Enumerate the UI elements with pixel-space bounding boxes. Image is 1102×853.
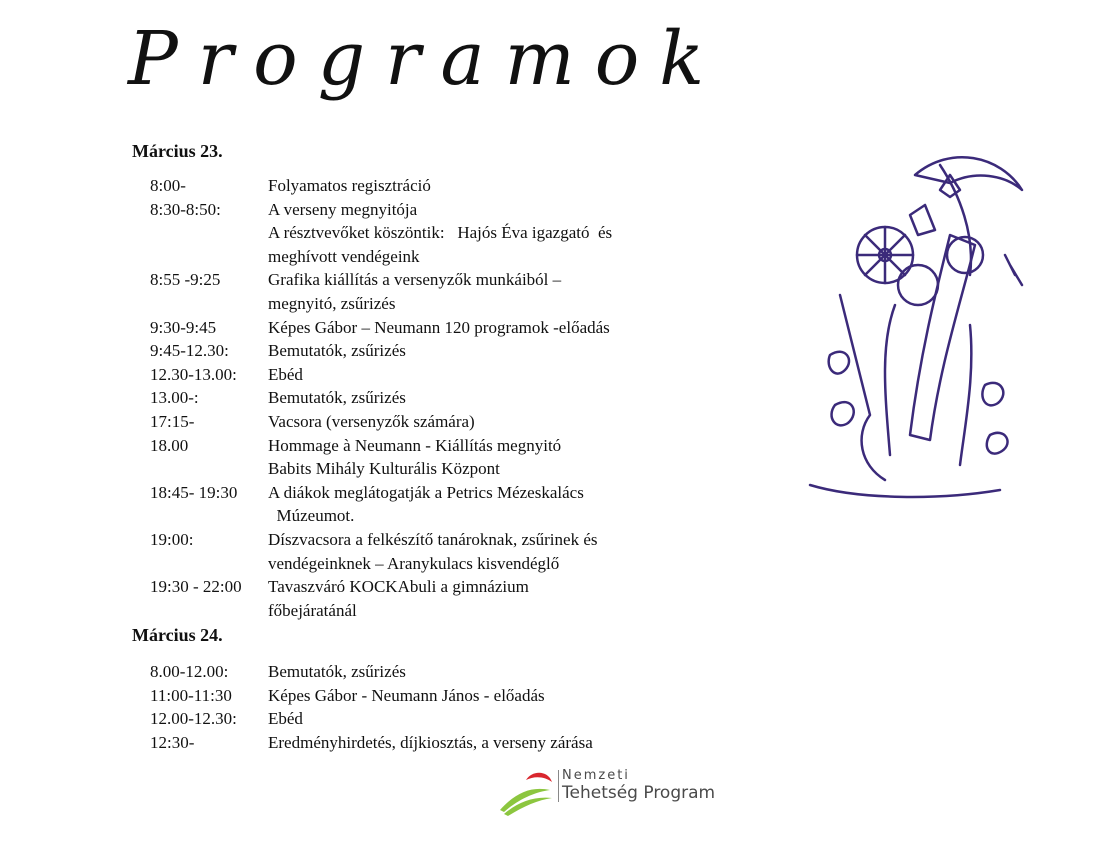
- schedule-item: [150, 684, 698, 708]
- schedule-item: [150, 386, 698, 410]
- schedule-description: [268, 528, 698, 575]
- schedule-time: 12.30-13.00:: [150, 364, 237, 384]
- schedule-time: 12:30-: [150, 732, 195, 752]
- schedule-description-line: Képes Gábor – Neumann 120 programok -előadás: [268, 317, 610, 337]
- logo-divider: [558, 770, 559, 802]
- schedule-time: 8:55 -9:25: [150, 270, 221, 290]
- schedule-time: 18:45- 19:30: [150, 482, 238, 502]
- schedule-item: [150, 410, 698, 434]
- schedule-description-line: Múzeumot.: [268, 506, 355, 526]
- schedule-description-line: Grafika kiállítás a versenyzők munkáiból –: [268, 270, 562, 290]
- schedule-description: [268, 481, 698, 528]
- logo-text-line1: Nemzeti: [562, 768, 630, 783]
- schedule-description-line: Díszvacsora a felkészítő tanároknak, zsűrinek és: [268, 529, 598, 549]
- schedule-description: [268, 731, 698, 755]
- schedule-time: 9:30-9:45: [150, 317, 217, 337]
- schedule-time: 12.00-12.30:: [150, 709, 237, 729]
- schedule-description: [268, 386, 698, 410]
- schedule-description-line: Ebéd: [268, 709, 303, 729]
- schedule-description-line: Folyamatos regisztráció: [268, 176, 431, 195]
- schedule-item: [150, 268, 698, 315]
- schedule-description-line: Bemutatók, zsűrizés: [268, 341, 406, 361]
- decorative-illustration: [800, 135, 1030, 505]
- schedule-description: [268, 684, 698, 708]
- schedule-description-line: Bemutatók, zsűrizés: [268, 662, 406, 681]
- day-heading-march-23: Március 23.: [132, 141, 223, 161]
- schedule-description: [268, 198, 698, 269]
- schedule-item: [150, 528, 698, 575]
- illustration-gear-right: [947, 237, 983, 273]
- schedule-item: [150, 363, 698, 387]
- schedule-description-line: vendégeinknek – Aranykulacs kisvendéglő: [268, 553, 560, 573]
- schedule-description: [268, 434, 698, 481]
- schedule-description: [268, 316, 698, 340]
- illustration-vine-left: [885, 305, 895, 455]
- schedule-description-line: meghívott vendégeink: [268, 246, 420, 266]
- page-title: Programok: [128, 16, 725, 102]
- nemzeti-tehetseg-program-logo: [498, 768, 720, 818]
- schedule-item: [150, 707, 698, 731]
- schedule-item: [150, 434, 698, 481]
- schedule-time: 19:30 - 22:00: [150, 577, 242, 597]
- schedule-item: [150, 316, 698, 340]
- schedule-time: 13.00-:: [150, 388, 199, 408]
- schedule-time: 11:00-11:30: [150, 685, 232, 705]
- schedule-time: 18.00: [150, 435, 189, 455]
- schedule-item: [150, 575, 698, 622]
- schedule-description-line: Bemutatók, zsűrizés: [268, 388, 406, 408]
- schedule-time: 8.00-12.00:: [150, 662, 229, 681]
- schedule-description-line: Képes Gábor - Neumann János - előadás: [268, 685, 545, 705]
- schedule-description-line: Tavaszváró KOCKAbuli a gimnázium: [268, 577, 529, 597]
- schedule-list-day-2: [150, 660, 698, 754]
- illustration-leaf: [915, 157, 1022, 190]
- day-heading-march-24: Március 24.: [132, 625, 223, 645]
- schedule-time: 8:30-8:50:: [150, 199, 221, 219]
- schedule-description-line: Vacsora (versenyzők számára): [268, 411, 475, 431]
- schedule-description-line: megnyitó, zsűrizés: [268, 293, 396, 313]
- schedule-description-line: Hommage à Neumann - Kiállítás megnyitó: [268, 435, 562, 455]
- logo-text-line2: Tehetség Program: [562, 783, 716, 803]
- schedule-description-line: főbejáratánál: [268, 600, 357, 620]
- illustration-branch: [840, 295, 885, 480]
- schedule-list-day-1: [150, 174, 698, 622]
- schedule-description-line: A diákok meglátogatják a Petrics Mézeskalács: [268, 482, 584, 502]
- illustration-figure: [910, 205, 935, 235]
- schedule-item: [150, 660, 698, 684]
- schedule-description-line: A verseny megnyitója: [268, 199, 418, 219]
- schedule-description-line: Eredményhirdetés, díjkiosztás, a verseny zárása: [268, 732, 593, 752]
- illustration-ground: [810, 485, 1000, 497]
- logo-mark-icon: [498, 768, 556, 816]
- illustration-vine-right: [960, 325, 971, 465]
- schedule-description: [268, 707, 698, 731]
- schedule-item: [150, 731, 698, 755]
- schedule-item: [150, 198, 698, 269]
- schedule-description: [268, 660, 698, 684]
- schedule-time: 9:45-12.30:: [150, 341, 229, 361]
- schedule-description: [268, 174, 698, 198]
- schedule-description-line: A résztvevőket köszöntik: Hajós Éva igazgató és: [268, 223, 613, 243]
- schedule-description: [268, 268, 698, 315]
- schedule-description: [268, 363, 698, 387]
- schedule-item: [150, 481, 698, 528]
- schedule-description: [268, 575, 698, 622]
- schedule-description: [268, 410, 698, 434]
- schedule-description: [268, 339, 698, 363]
- schedule-description-line: Babits Mihály Kulturális Központ: [268, 459, 500, 479]
- schedule-item: [150, 174, 698, 198]
- schedule-time: 17:15-: [150, 411, 195, 431]
- illustration-gear-left: [898, 265, 938, 305]
- schedule-description-line: Ebéd: [268, 364, 303, 384]
- schedule-item: [150, 339, 698, 363]
- schedule-time: 19:00:: [150, 529, 194, 549]
- schedule-time: 8:00-: [150, 176, 186, 195]
